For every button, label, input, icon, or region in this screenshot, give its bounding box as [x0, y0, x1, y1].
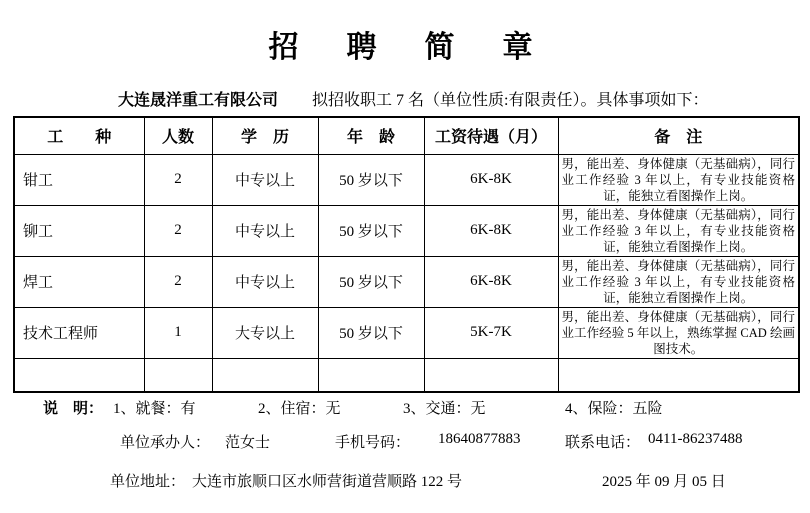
education-cell: 中专以上 [212, 205, 318, 256]
intro-line [118, 87, 708, 110]
note-meals: 1、就餐：有 [113, 401, 196, 417]
notes-label: 说 明： [43, 401, 104, 417]
remark-cell: 男，能出差、身体健康（无基础病），同行业工作经验 3 年以上，有专业技能资格证，能独立看图操作上岗。 [558, 205, 799, 256]
remark-cell: 男，能出差、身体健康（无基础病），同行业工作经验 3 年以上，有专业技能资格证，能独立看图操作上岗。 [558, 154, 799, 205]
header-count: 人数 [144, 117, 212, 154]
job-cell: 焊工 [14, 256, 144, 307]
count-cell: 1 [144, 307, 212, 358]
remark-cell [558, 358, 799, 392]
phone-label: 联系电话： [565, 435, 641, 451]
table-row [14, 307, 799, 358]
age-cell [318, 358, 424, 392]
age-cell: 50 岁以下 [318, 205, 424, 256]
jobs-table [13, 116, 800, 393]
job-cell: 钳工 [14, 154, 144, 205]
date-value: 2025 年 09 月 05 日 [602, 474, 726, 490]
count-cell: 2 [144, 205, 212, 256]
job-cell: 技术工程师 [14, 307, 144, 358]
age-cell: 50 岁以下 [318, 307, 424, 358]
age-cell: 50 岁以下 [318, 154, 424, 205]
salary-cell: 6K-8K [424, 154, 558, 205]
count-cell: 2 [144, 154, 212, 205]
mobile-number: 18640877883 [438, 431, 521, 447]
remark-cell: 男，能出差、身体健康（无基础病），同行业工作经验 3 年以上，有专业技能资格证，能独立看图操作上岗。 [558, 256, 799, 307]
header-job: 工 种 [14, 117, 144, 154]
table-row-empty [14, 358, 799, 392]
company-name: 大连晟洋重工有限公司 [118, 92, 279, 109]
salary-cell: 5K-7K [424, 307, 558, 358]
mobile-label: 手机号码： [335, 435, 411, 451]
education-cell: 中专以上 [212, 256, 318, 307]
header-remark: 备 注 [558, 117, 799, 154]
education-cell [212, 358, 318, 392]
note-insurance: 4、保险：五险 [565, 401, 663, 417]
age-cell: 50 岁以下 [318, 256, 424, 307]
phone-number: 0411-86237488 [648, 431, 743, 447]
handler-label: 单位承办人： [120, 435, 211, 451]
note-transport: 3、交通：无 [403, 401, 486, 417]
count-cell [144, 358, 212, 392]
salary-cell: 6K-8K [424, 256, 558, 307]
header-age: 年 龄 [318, 117, 424, 154]
table-row [14, 205, 799, 256]
address-label: 单位地址： [110, 474, 186, 490]
table-row [14, 256, 799, 307]
address-value: 大连市旅顺口区水师营街道营顺路 122 号 [192, 474, 463, 490]
intro-text: 拟招收职工 7 名（单位性质:有限责任）。具体事项如下： [312, 92, 709, 109]
salary-cell [424, 358, 558, 392]
header-education: 学 历 [212, 117, 318, 154]
job-cell: 铆工 [14, 205, 144, 256]
remark-cell: 男，能出差、身体健康（无基础病），同行业工作经验 5 年以上，熟练掌握 CAD 绘画图技术。 [558, 307, 799, 358]
count-cell: 2 [144, 256, 212, 307]
salary-cell: 6K-8K [424, 205, 558, 256]
table-row [14, 154, 799, 205]
job-cell [14, 358, 144, 392]
note-housing: 2、住宿：无 [258, 401, 341, 417]
handler-name: 范女士 [225, 435, 271, 451]
education-cell: 大专以上 [212, 307, 318, 358]
table-header-row [14, 117, 799, 154]
header-salary: 工资待遇（月） [424, 117, 558, 154]
page-title: 招 聘 简 章 [268, 31, 542, 64]
education-cell: 中专以上 [212, 154, 318, 205]
